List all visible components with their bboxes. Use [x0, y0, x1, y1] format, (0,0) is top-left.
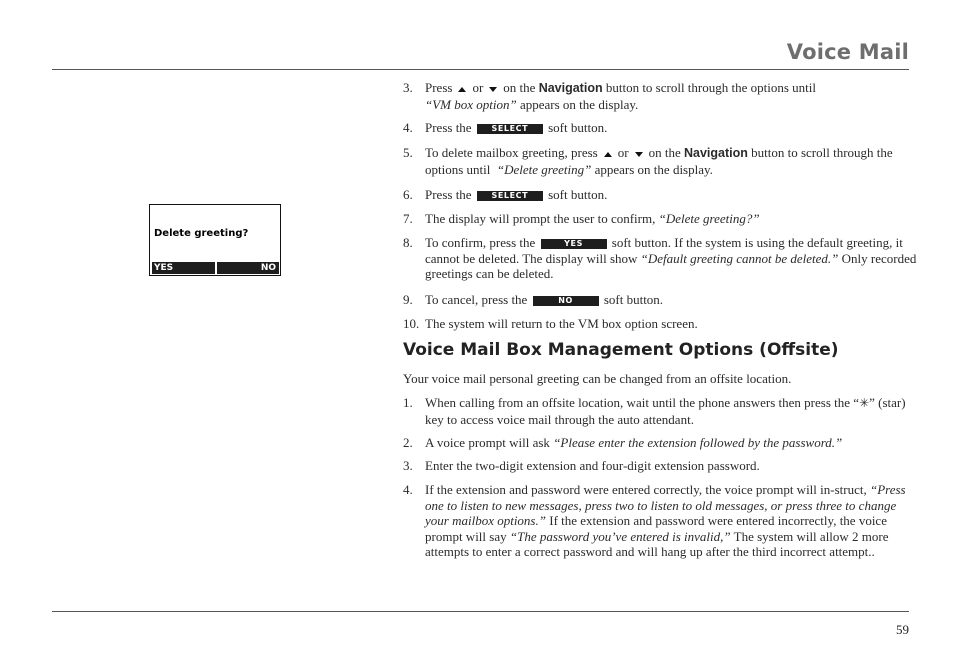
list-item: 8. To confirm, press the YES soft button. If the system is using the default greeting, it cannot be deleted. The display will show “Default greeting cannot be deleted.” Only recorded greetings can be deleted. — [403, 235, 917, 281]
list-item: 3. Press or on the Navigation button to scroll through the options until “VM box option” appears on the display. — [403, 80, 817, 112]
down-arrow-icon — [635, 152, 643, 157]
list-item: 9. To cancel, press the NO soft button. — [403, 292, 664, 307]
page-number: 59 — [896, 622, 909, 637]
list-item: 6. Press the SELECT soft button. — [403, 187, 608, 202]
footer-rule — [52, 611, 909, 612]
display-softkey-no: NO — [217, 262, 279, 274]
list-item: 4. If the extension and password were entered correctly, the voice prompt will in-struct, “Press one to listen to new messages, press two to listen to old messages, or press three to change your mailbox options.” If the extension and password were entered incorrectly, the voice prompt will say “The password you’ve entered is invalid,” The system will allow 2 more attempts to enter a correct password and will hang up after the third incorrect attempt.. — [403, 482, 906, 559]
display-text: Delete greeting? — [154, 228, 249, 239]
page-title: Voice Mail — [786, 40, 909, 64]
display-softkey-yes: YES — [152, 262, 215, 274]
list-item: 4. Press the SELECT soft button. — [403, 120, 608, 135]
down-arrow-icon — [489, 87, 497, 92]
up-arrow-icon — [604, 152, 612, 157]
list-item: 7. The display will prompt the user to confirm, “Delete greeting?” — [403, 211, 760, 226]
yes-softkey-icon: YES — [541, 239, 607, 249]
list-item: 3. Enter the two-digit extension and four-digit extension password. — [403, 458, 760, 473]
list-item: 5. To delete mailbox greeting, press or on the Navigation button to scroll through the options until “Delete greeting” appears on the display. — [403, 145, 893, 177]
header-rule — [52, 69, 909, 70]
star-key-icon: ✳ — [859, 396, 870, 410]
section-intro: Your voice mail personal greeting can be changed from an offsite location. — [403, 371, 792, 386]
select-softkey-icon: SELECT — [477, 191, 543, 201]
select-softkey-icon: SELECT — [477, 124, 543, 134]
list-item: 1. When calling from an offsite location, wait until the phone answers then press the “✳” (star) key to access voice mail through the auto attendant. — [403, 395, 906, 427]
phone-display-illustration — [149, 204, 281, 276]
section-heading: Voice Mail Box Management Options (Offsite) — [403, 340, 839, 360]
list-item: 2. A voice prompt will ask “Please enter the extension followed by the password.” — [403, 435, 843, 450]
up-arrow-icon — [458, 87, 466, 92]
no-softkey-icon: NO — [533, 296, 599, 306]
list-item: 10. The system will return to the VM box option screen. — [403, 316, 698, 331]
